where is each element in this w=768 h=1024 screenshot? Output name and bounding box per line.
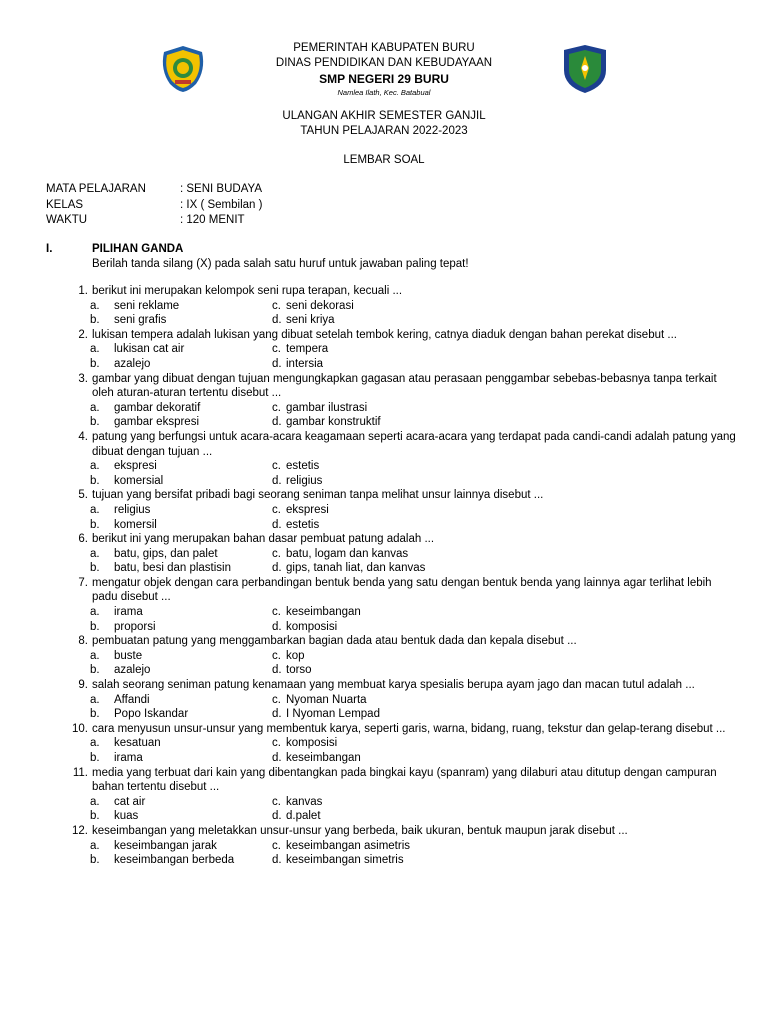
option-row	[46, 299, 736, 314]
option-d[interactable]: gips, tanah liat, dan kanvas	[286, 562, 426, 575]
option-letter[interactable]: d.	[272, 708, 282, 721]
option-letter[interactable]: c.	[272, 649, 281, 662]
option-d[interactable]: intersia	[286, 357, 324, 370]
option-d[interactable]: torso	[286, 664, 312, 677]
option-c[interactable]: kanvas	[286, 795, 323, 808]
option-letter[interactable]: b.	[90, 620, 100, 633]
question-number: 2.	[78, 328, 88, 341]
option-letter[interactable]: b.	[90, 518, 100, 531]
info-label: WAKTU	[46, 214, 88, 226]
option-a[interactable]: religius	[114, 503, 151, 516]
option-letter[interactable]: c.	[272, 547, 281, 560]
question-item	[46, 634, 736, 678]
question-item	[46, 824, 736, 868]
option-letter[interactable]: b.	[90, 708, 100, 721]
option-row	[46, 707, 736, 722]
option-b[interactable]: gambar ekspresi	[114, 416, 200, 429]
option-row	[46, 342, 736, 357]
option-c[interactable]: seni dekorasi	[286, 299, 354, 312]
question-stem	[46, 634, 736, 649]
question-item	[46, 488, 736, 532]
question-number: 11.	[72, 766, 88, 779]
section-number: I.	[46, 243, 53, 255]
info-row-class	[46, 198, 262, 214]
info-value: : IX ( Sembilan )	[180, 198, 263, 211]
exam-title	[200, 109, 568, 139]
option-a[interactable]: cat air	[114, 795, 146, 808]
option-b[interactable]: seni grafis	[114, 314, 167, 327]
option-letter[interactable]: d.	[272, 357, 282, 370]
option-letter[interactable]: b.	[90, 474, 100, 487]
question-text: salah seorang seniman patung kenamaan yang membuat karya spesialis berupa ayam jago dan macan tutul adalah ...	[92, 679, 695, 692]
question-item	[46, 328, 736, 372]
option-c[interactable]: keseimbangan	[286, 606, 361, 619]
section-instruction: Berilah tanda silang (X) pada salah satu huruf untuk jawaban paling tepat!	[92, 258, 469, 270]
option-a[interactable]: gambar dekoratif	[114, 401, 201, 414]
option-row	[46, 459, 736, 474]
option-d[interactable]: keseimbangan simetris	[286, 854, 404, 867]
info-row-time	[46, 213, 262, 229]
question-item	[46, 576, 736, 634]
option-letter[interactable]: c.	[272, 737, 281, 750]
section-title: PILIHAN GANDA	[92, 243, 184, 255]
question-stem	[46, 488, 736, 503]
option-row	[46, 313, 736, 328]
question-number: 6.	[78, 533, 88, 546]
option-letter[interactable]: c.	[272, 343, 281, 356]
question-stem	[46, 576, 736, 605]
question-text: lukisan tempera adalah lukisan yang dibuat setelah tembok kering, catnya diaduk dengan bahan perekat disebut ...	[92, 328, 677, 341]
option-row	[46, 663, 736, 678]
option-letter[interactable]: d.	[272, 518, 282, 531]
info-value: : 120 MENIT	[180, 214, 245, 226]
info-row-subject	[46, 182, 262, 198]
option-letter[interactable]: a.	[90, 547, 100, 560]
question-text: cara menyusun unsur-unsur yang membentuk karya, seperti garis, warna, bidang, ruang, tekstur dan gelap-terang disebut ...	[92, 722, 726, 735]
option-row	[46, 693, 736, 708]
info-value: : SENI BUDAYA	[180, 183, 263, 195]
question-text: tujuan yang bersifat pribadi bagi seorang seniman tanpa melihat unsur lainnya disebut ...	[92, 489, 544, 502]
option-d[interactable]: estetis	[286, 518, 320, 531]
question-text: keseimbangan yang meletakkan unsur-unsur yang berbeda, baik ukuran, bentuk maupun jarak disebut ...	[92, 824, 628, 837]
option-row	[46, 809, 736, 824]
option-b[interactable]: komersial	[114, 474, 164, 487]
option-letter[interactable]: c.	[272, 606, 281, 619]
question-stem	[46, 722, 736, 737]
option-c[interactable]: kop	[286, 649, 305, 662]
option-letter[interactable]: a.	[90, 737, 100, 750]
option-c[interactable]: keseimbangan asimetris	[286, 839, 411, 852]
question-number: 7.	[78, 576, 88, 589]
option-c[interactable]: tempera	[286, 343, 329, 356]
option-row	[46, 795, 736, 810]
subject-info	[46, 182, 262, 229]
option-letter[interactable]: a.	[90, 460, 100, 473]
option-a[interactable]: seni reklame	[114, 299, 180, 312]
option-letter[interactable]: d.	[272, 664, 282, 677]
option-c[interactable]: ekspresi	[286, 503, 329, 516]
option-a[interactable]: lukisan cat air	[114, 343, 185, 356]
option-a[interactable]: Affandi	[114, 693, 150, 706]
option-d[interactable]: keseimbangan	[286, 752, 361, 764]
option-letter[interactable]: a.	[90, 839, 100, 852]
option-letter[interactable]: b.	[90, 752, 100, 764]
option-letter[interactable]: d.	[272, 810, 282, 823]
question-text: patung yang berfungsi untuk acara-acara keagamaan seperti acara-acara yang terdapat pada candi-candi adalah patung yang dibuat dengan tujuan ...	[92, 430, 736, 458]
info-label: MATA PELAJARAN	[46, 183, 146, 195]
option-letter[interactable]: d.	[272, 314, 282, 327]
option-c[interactable]: batu, logam dan kanvas	[286, 547, 409, 560]
option-d[interactable]: seni kriya	[286, 314, 335, 327]
option-c[interactable]: Nyoman Nuarta	[286, 693, 367, 706]
option-d[interactable]: gambar konstruktif	[286, 416, 381, 429]
government-name: PEMERINTAH KABUPATEN BURU	[293, 42, 475, 54]
option-b[interactable]: batu, besi dan plastisin	[114, 562, 231, 575]
question-number: 1.	[78, 285, 88, 297]
question-number: 9.	[78, 679, 88, 692]
option-letter[interactable]: b.	[90, 810, 100, 823]
option-letter[interactable]: a.	[90, 606, 100, 619]
question-text: berikut ini yang merupakan bahan dasar pembuat patung adalah ...	[92, 533, 435, 546]
option-a[interactable]: batu, gips, dan palet	[114, 547, 218, 560]
option-c[interactable]: estetis	[286, 460, 320, 473]
question-text: gambar yang dibuat dengan tujuan mengungkapkan gagasan atau perasaan penggambar sebebas-bebasnya tanpa terkait oleh aturan-aturan tertentu disebut ...	[92, 372, 717, 400]
option-row	[46, 620, 736, 635]
option-b[interactable]: irama	[114, 752, 143, 764]
option-letter[interactable]: d.	[272, 752, 282, 764]
option-a[interactable]: kesatuan	[114, 737, 161, 750]
question-item	[46, 372, 736, 430]
option-letter[interactable]: a.	[90, 401, 100, 414]
option-row	[46, 474, 736, 489]
section-heading	[46, 242, 726, 257]
option-letter[interactable]: b.	[90, 854, 100, 867]
question-stem	[46, 678, 736, 693]
section-multiple-choice	[46, 242, 726, 272]
question-item	[46, 430, 736, 488]
option-a[interactable]: ekspresi	[114, 460, 157, 473]
question-item	[46, 532, 736, 576]
option-row	[46, 518, 736, 533]
option-b[interactable]: keseimbangan berbeda	[114, 854, 235, 867]
option-letter[interactable]: c.	[272, 795, 281, 808]
option-letter[interactable]: c.	[272, 503, 281, 516]
option-b[interactable]: azalejo	[114, 664, 151, 677]
option-letter[interactable]: b.	[90, 664, 100, 677]
option-letter[interactable]: a.	[90, 649, 100, 662]
option-letter[interactable]: b.	[90, 357, 100, 370]
option-letter[interactable]: a.	[90, 795, 100, 808]
option-letter[interactable]: d.	[272, 474, 282, 487]
info-label: KELAS	[46, 198, 84, 211]
question-item	[46, 678, 736, 722]
option-row	[46, 839, 736, 854]
option-row	[46, 605, 736, 620]
option-row	[46, 415, 736, 430]
option-row	[46, 751, 736, 766]
option-a[interactable]: keseimbangan jarak	[114, 839, 217, 852]
option-d[interactable]: komposisi	[286, 620, 338, 633]
question-stem	[46, 372, 736, 401]
question-stem	[46, 532, 736, 547]
school-header	[200, 41, 568, 99]
option-row	[46, 561, 736, 576]
option-letter[interactable]: c.	[272, 693, 281, 706]
question-stem	[46, 824, 736, 839]
option-letter[interactable]: d.	[272, 854, 282, 867]
option-b[interactable]: komersil	[114, 518, 157, 531]
question-stem	[46, 430, 736, 459]
option-letter[interactable]: d.	[272, 416, 282, 429]
question-item	[46, 722, 736, 766]
question-list	[46, 284, 736, 868]
question-text: berikut ini merupakan kelompok seni rupa terapan, kecuali ...	[92, 285, 403, 297]
option-letter[interactable]: d.	[272, 620, 282, 633]
option-letter[interactable]: a.	[90, 693, 100, 706]
option-d[interactable]: religius	[286, 474, 323, 487]
option-letter[interactable]: d.	[272, 562, 282, 575]
question-text: pembuatan patung yang menggambarkan bagian dada atau bentuk dada dan kepala disebut ...	[92, 635, 577, 648]
option-row	[46, 401, 736, 416]
option-d[interactable]: I Nyoman Lempad	[286, 708, 380, 721]
sheet-title: LEMBAR SOAL	[343, 154, 425, 166]
option-b[interactable]: Popo Iskandar	[114, 708, 189, 721]
option-row	[46, 736, 736, 751]
option-letter[interactable]: a.	[90, 503, 100, 516]
question-item	[46, 766, 736, 824]
option-b[interactable]: azalejo	[114, 357, 151, 370]
option-letter[interactable]: c.	[272, 839, 281, 852]
option-letter[interactable]: c.	[272, 401, 281, 414]
option-letter[interactable]: c.	[272, 299, 281, 312]
question-number: 4.	[78, 430, 88, 443]
option-letter[interactable]: a.	[90, 299, 100, 312]
question-item	[46, 284, 736, 328]
question-stem	[46, 766, 736, 795]
question-number: 3.	[78, 372, 88, 385]
option-row	[46, 853, 736, 868]
question-number: 5.	[78, 489, 88, 502]
school-badge-logo	[562, 44, 608, 94]
question-stem	[46, 328, 736, 343]
option-b[interactable]: kuas	[114, 810, 139, 823]
option-a[interactable]: irama	[114, 606, 143, 619]
option-letter[interactable]: b.	[90, 416, 100, 429]
option-letter[interactable]: b.	[90, 314, 100, 327]
option-a[interactable]: buste	[114, 649, 143, 662]
school-address: Namlea Ilath, Kec. Batabual	[337, 88, 431, 97]
option-letter[interactable]: b.	[90, 562, 100, 575]
question-number: 8.	[78, 635, 88, 648]
option-b[interactable]: proporsi	[114, 620, 156, 633]
option-row	[46, 503, 736, 518]
exam-name: ULANGAN AKHIR SEMESTER GANJIL	[282, 110, 486, 122]
option-row	[46, 649, 736, 664]
option-letter[interactable]: a.	[90, 343, 100, 356]
option-row	[46, 357, 736, 372]
question-number: 10.	[72, 722, 88, 735]
option-d[interactable]: d.palet	[286, 810, 321, 823]
option-row	[46, 547, 736, 562]
question-number: 12.	[72, 824, 88, 837]
question-text: media yang terbuat dari kain yang dibentangkan pada bingkai kayu (spanram) yang dilaburi atau ditutup dengan campuran bahan tertentu disebut ...	[92, 766, 717, 794]
question-text: mengatur objek dengan cara perbandingan bentuk benda yang satu dengan bentuk benda yang lainnya agar terlihat lebih padu disebut ...	[92, 576, 712, 604]
option-letter[interactable]: c.	[272, 460, 281, 473]
school-name: SMP NEGERI 29 BURU	[319, 72, 449, 86]
option-c[interactable]: komposisi	[286, 737, 338, 750]
academic-year: TAHUN PELAJARAN 2022-2023	[300, 125, 468, 137]
option-c[interactable]: gambar ilustrasi	[286, 401, 368, 414]
department-name: DINAS PENDIDIKAN DAN KEBUDAYAAN	[275, 57, 493, 69]
question-stem	[46, 284, 736, 299]
